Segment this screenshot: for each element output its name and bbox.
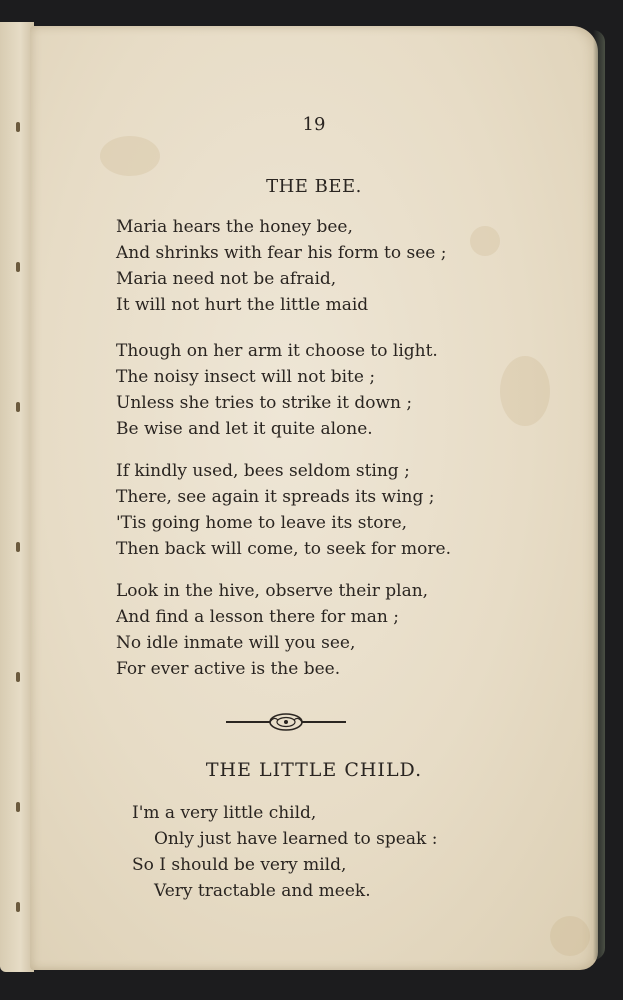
poem-line: Maria hears the honey bee, [116, 217, 353, 237]
poem-line: And shrinks with fear his form to see ; [116, 243, 447, 263]
poem-line: Look in the hive, observe their plan, [116, 581, 429, 601]
previous-page-edge [0, 22, 34, 972]
poem-title-the-bee: THE BEE. [266, 176, 362, 197]
binding-stitch [16, 672, 20, 682]
poem-line: Only just have learned to speak : [154, 829, 438, 849]
paper-stain [100, 136, 160, 176]
poem-line: Though on her arm it choose to light. [116, 341, 438, 361]
binding-stitch [16, 542, 20, 552]
stanza-1 [116, 214, 446, 318]
binding-stitch [16, 122, 20, 132]
poem-line: For ever active is the bee. [116, 659, 341, 679]
binding-stitch [16, 902, 20, 912]
stanza-3 [116, 458, 451, 562]
poem-line: There, see again it spreads its wing ; [116, 487, 435, 507]
page-number: 19 [302, 114, 326, 135]
stanza-4 [116, 578, 428, 682]
poem-line: Be wise and let it quite alone. [116, 419, 373, 439]
binding-stitch [16, 402, 20, 412]
poem-title-the-little-child: THE LITTLE CHILD. [205, 759, 423, 781]
poem-line: Unless she tries to strike it down ; [116, 393, 413, 413]
decorative-divider-icon [226, 708, 346, 736]
stanza-little-child [132, 800, 437, 904]
poem-line: It will not hurt the little maid [116, 295, 369, 315]
poem-line: I'm a very little child, [132, 803, 317, 823]
binding-stitch [16, 802, 20, 812]
book-page [30, 26, 598, 970]
poem-line: 'Tis going home to leave its store, [116, 513, 408, 533]
poem-line: If kindly used, bees seldom sting ; [116, 461, 410, 481]
paper-stain [470, 226, 500, 256]
poem-line: No idle inmate will you see, [116, 633, 356, 653]
page-shadow-edge [593, 30, 605, 960]
paper-stain [500, 356, 550, 426]
poem-line: Then back will come, to seek for more. [116, 539, 451, 559]
poem-line: And find a lesson there for man ; [116, 607, 399, 627]
poem-line: So I should be very mild, [132, 855, 347, 875]
paper-stain [550, 916, 590, 956]
poem-line: Maria need not be afraid, [116, 269, 337, 289]
binding-stitch [16, 262, 20, 272]
poem-line: Very tractable and meek. [154, 881, 371, 901]
stanza-2 [116, 338, 438, 442]
poem-line: The noisy insect will not bite ; [116, 367, 376, 387]
